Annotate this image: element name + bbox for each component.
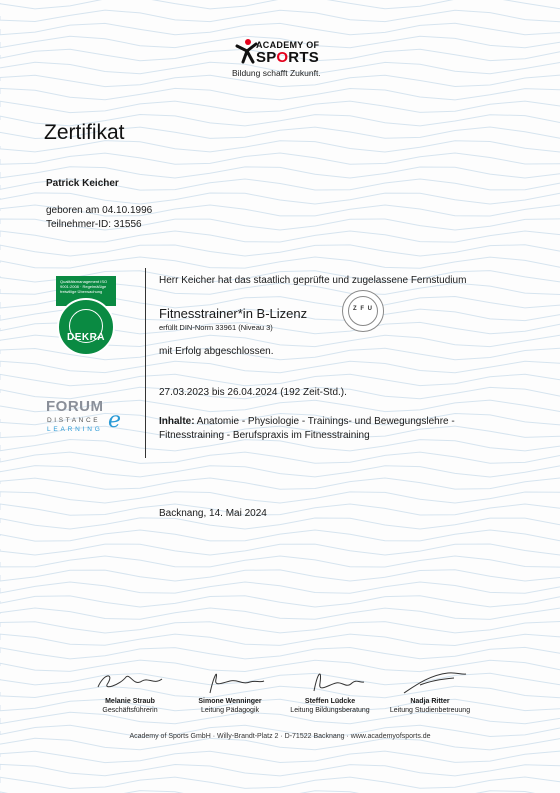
wave-line — [0, 167, 560, 178]
logo-tagline: Bildung schafft Zukunft. — [232, 68, 321, 78]
vertical-divider — [145, 268, 146, 458]
wave-line — [0, 466, 560, 477]
wave-line — [0, 193, 560, 204]
course-title: Fitnesstrainer*in B-Lizenz — [159, 306, 308, 321]
wave-line — [0, 738, 560, 750]
wave-line — [0, 544, 560, 555]
wave-line — [0, 0, 560, 9]
wave-line — [0, 101, 560, 113]
course-contents: Inhalte: Anatomie - Physiologie - Trainings- und Bewegungslehre - Fitnesstraining - Berufspraxis im Fitnesstraining — [159, 416, 455, 441]
wave-line — [0, 361, 560, 373]
academy-of-sports-logo — [230, 38, 340, 80]
signature-block-1: Melanie Straub Geschäftsführerin — [80, 665, 180, 725]
place-date: Backnang, 14. Mai 2024 — [159, 508, 267, 519]
wave-line — [0, 153, 560, 164]
wave-line — [0, 622, 560, 634]
handwritten-signature — [290, 665, 370, 697]
wave-line — [0, 608, 560, 619]
wave-line — [0, 10, 560, 22]
birth-date: geboren am 04.10.1996 — [46, 205, 153, 216]
completion-text: mit Erfolg abgeschlossen. — [159, 346, 274, 357]
handwritten-signature — [90, 665, 170, 697]
wave-line — [0, 530, 560, 541]
certificate-title: Zertifikat — [44, 121, 125, 144]
study-period: 27.03.2023 bis 26.04.2024 (192 Zeit-Std.). — [159, 387, 347, 398]
wave-line — [0, 257, 560, 268]
wave-line — [0, 374, 560, 386]
wave-line — [0, 556, 560, 567]
dekra-seal-text: Qualitätsmanagement ISO 9001:2008 · Regelmäßige freiwillige Überwachung — [56, 276, 116, 306]
dekra-seal — [56, 276, 116, 358]
logo-line1: ACADEMY OF — [256, 40, 320, 50]
zfu-label: Z F U — [353, 306, 373, 312]
logo-line2: SPORTS — [256, 49, 319, 66]
wave-line — [0, 478, 560, 489]
signature-block-3: Steffen Lüdcke Leitung Bildungsberatung — [280, 665, 380, 725]
signature-block-4: Nadja Ritter Leitung Studienbetreuung — [380, 665, 480, 725]
forum-distance-learning-logo: FORUM DISTANCE LEARNING e — [46, 398, 122, 433]
wave-line — [0, 634, 560, 645]
wave-line — [0, 582, 560, 593]
wave-line — [0, 777, 560, 789]
footer-address: Academy of Sports GmbH · Willy-Brandt-Platz 2 · D-71522 Backnang · www.academyofsports.de — [129, 733, 431, 740]
wave-line — [0, 231, 560, 242]
handwritten-signature — [190, 665, 270, 697]
norm-text: erfüllt DIN-Norm 33961 (Niveau 3) — [159, 323, 273, 332]
wave-line — [0, 245, 560, 256]
wave-line — [0, 647, 560, 659]
signature-block-2: Simone Wenninger Leitung Pädagogik — [180, 665, 280, 725]
wave-line — [0, 88, 560, 100]
wave-line — [0, 504, 560, 515]
wave-line — [0, 452, 560, 463]
handwritten-signature — [390, 665, 470, 697]
wave-line — [0, 764, 560, 776]
zfu-seal — [342, 290, 384, 332]
wave-line — [0, 518, 560, 529]
wave-line — [0, 492, 560, 503]
wave-line — [0, 751, 560, 763]
participant-id: Teilnehmer-ID: 31556 — [46, 219, 142, 230]
wave-line — [0, 23, 560, 35]
recipient-name: Patrick Keicher — [46, 178, 119, 189]
intro-text: Herr Keicher hat das staatlich geprüfte und zugelassene Fernstudium — [159, 275, 467, 286]
wave-line — [0, 570, 560, 581]
wave-line — [0, 596, 560, 607]
dekra-label: DEKRA — [66, 332, 106, 343]
